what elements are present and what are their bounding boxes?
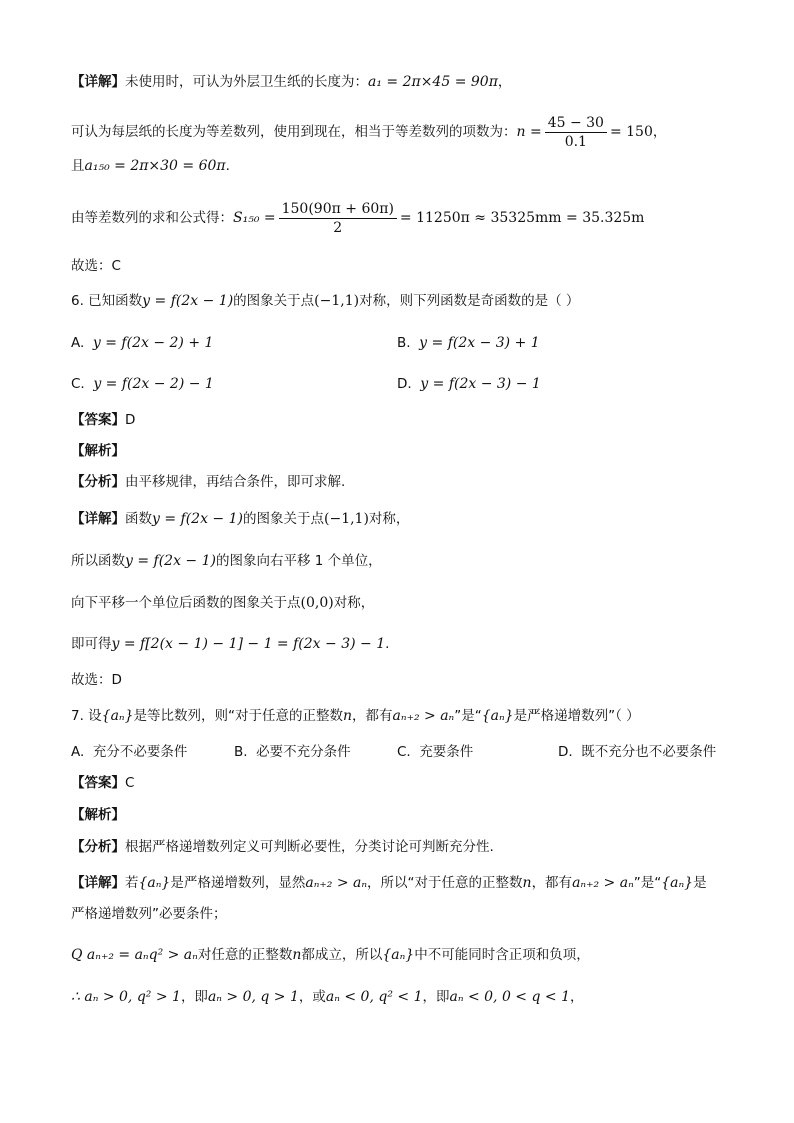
analysis-tag: 【解析】 [71, 443, 125, 459]
q6-option-b [397, 333, 540, 353]
fraction [545, 114, 607, 151]
formula-lhs: n = [516, 124, 542, 140]
q6-choose: 故选：D [71, 672, 122, 688]
q6-option-d [397, 374, 541, 394]
q7-detail-line-1 [71, 873, 754, 893]
q6-option-a [71, 333, 213, 353]
formula: (−1,1) [314, 293, 360, 309]
q6-analysis-tag [71, 441, 754, 461]
detail-tag: 【详解】 [71, 74, 125, 90]
text: 由平移规律，再结合条件，即可求解. [125, 474, 346, 490]
formula: (0,0) [300, 595, 334, 611]
option-label: D. [558, 744, 573, 760]
text: 未使用时，可认为外层卫生纸的长度为： [125, 74, 368, 90]
option-label: A. [71, 335, 85, 351]
text: 7. 设 [71, 708, 102, 724]
formula: a₁ = 2π×45 = 90π [368, 74, 498, 90]
text: 即可得 [71, 636, 112, 652]
q6-detail-line-4 [71, 634, 754, 654]
text: 根据严格递增数列定义可判断必要性，分类讨论可判断充分性. [125, 839, 494, 855]
text: 函数 [125, 511, 152, 527]
formula: {aₙ} [661, 875, 694, 891]
option-text: 必要不充分条件 [256, 744, 351, 760]
answer-value: D [125, 412, 136, 428]
q6-stem [71, 291, 754, 311]
fraction [279, 200, 397, 237]
detail-tag: 【详解】 [71, 875, 125, 891]
formula: aₙ₊₂ > aₙ [572, 875, 634, 891]
answer-tag: 【答案】 [71, 775, 125, 791]
text: ”是“ [633, 875, 662, 891]
text: 所以函数 [71, 553, 125, 569]
denominator: 2 [333, 219, 343, 236]
text: ，都有 [352, 708, 393, 724]
formula: aₙ < 0, 0 < q < 1 [449, 989, 570, 1005]
formula: n [522, 875, 532, 891]
text: 向下平移一个单位后函数的图象关于点 [71, 595, 301, 611]
option-formula: y = f(2x − 2) + 1 [92, 335, 214, 351]
formula: y = f[2(x − 1) − 1] − 1 = f(2x − 3) − 1 [111, 636, 386, 652]
p5-choose: 故选：C [71, 258, 121, 274]
numerator: 45 − 30 [545, 114, 607, 133]
q7-option-c [397, 742, 473, 762]
q7-answer [71, 773, 754, 793]
answer-tag: 【答案】 [71, 412, 125, 428]
q6-detail-line-3 [71, 593, 754, 613]
denominator: 0.1 [564, 133, 587, 150]
formula: n [343, 708, 353, 724]
text: 若 [125, 875, 139, 891]
formula: (−1,1) [324, 511, 369, 527]
formula: {aₙ} [382, 947, 415, 963]
q7-option-d [558, 742, 716, 762]
option-text: 充要条件 [419, 744, 474, 760]
formula: {aₙ} [101, 708, 134, 724]
text: 6. 已知函数 [71, 293, 143, 309]
text: ，都有 [531, 875, 573, 891]
p5-detail-line-2 [71, 112, 754, 152]
option-formula: y = f(2x − 3) − 1 [420, 376, 541, 392]
text: 对称，则下列函数是奇函数的是（ ） [359, 293, 580, 309]
q7-option-b [234, 742, 351, 762]
option-formula: y = f(2x − 3) + 1 [419, 335, 540, 351]
option-label: C. [397, 744, 411, 760]
formula: y = f(2x − 1) [152, 511, 243, 527]
formula: aₙ₊₂ > aₙ [392, 708, 455, 724]
text: ， [569, 989, 584, 1005]
q7-detail-line-3 [71, 945, 754, 965]
fenxi-tag: 【分析】 [71, 839, 125, 855]
formula-rhs: = 150 [609, 124, 653, 140]
formula: n [292, 947, 302, 963]
p5-detail-line-3 [71, 156, 754, 176]
text: 是 [693, 875, 707, 891]
text: 对称， [368, 511, 410, 527]
formula: {aₙ} [481, 708, 514, 724]
option-text: 充分不必要条件 [92, 744, 188, 760]
text: 是等比数列，则“对于任意的正整数 [133, 708, 344, 724]
text: ，即 [422, 989, 450, 1005]
fenxi-tag: 【分析】 [71, 474, 125, 490]
q7-analysis-tag [71, 805, 754, 825]
option-label: C. [71, 376, 85, 392]
text: 中不可能同时含正项和负项， [414, 947, 590, 963]
q6-option-c [71, 374, 214, 394]
text: 对任意的正整数 [197, 947, 293, 963]
p5-detail-line-4 [71, 198, 754, 238]
text: . [385, 636, 390, 652]
q6-detail-line-2 [71, 551, 754, 571]
q7-option-a [71, 742, 187, 762]
text: 对称， [333, 595, 375, 611]
formula-rhs: = 11250π ≈ 35325mm = 35.325m [399, 210, 645, 226]
punct: ， [652, 124, 667, 140]
punct: . [225, 158, 230, 174]
formula: Q aₙ₊₂ = aₙq² > aₙ [71, 947, 198, 963]
formula: a₁₅₀ = 2π×30 = 60π [84, 158, 226, 174]
text: 由等差数列的求和公式得： [71, 210, 233, 226]
option-label: A. [71, 744, 85, 760]
q6-fenxi [71, 472, 754, 492]
punct: ， [497, 74, 512, 90]
option-label: B. [397, 335, 411, 351]
formula: {aₙ} [138, 875, 171, 891]
formula: y = f(2x − 1) [125, 553, 216, 569]
text: 且 [71, 158, 85, 174]
text: 的图象向右平移 1 个单位， [216, 553, 382, 569]
option-label: D. [397, 376, 412, 392]
text: 是严格递增数列”（ ） [513, 708, 640, 724]
answer-value: C [125, 775, 135, 791]
q7-stem [71, 706, 754, 726]
p5-detail-line-1 [71, 72, 754, 92]
formula: aₙ > 0, q > 1 [207, 989, 299, 1005]
formula: ∴ aₙ > 0, q² > 1 [71, 989, 181, 1005]
formula: aₙ₊₂ > aₙ [305, 875, 368, 891]
text: 的图象关于点 [243, 511, 324, 527]
option-formula: y = f(2x − 2) − 1 [93, 376, 214, 392]
formula: y = f(2x − 1) [142, 293, 234, 309]
q6-answer [71, 410, 754, 430]
text: ，即 [180, 989, 208, 1005]
text: 可认为每层纸的长度为等差数列，使用到现在，相当于等差数列的项数为： [71, 124, 517, 140]
analysis-tag: 【解析】 [71, 807, 125, 823]
formula-lhs: S₁₅₀ = [233, 210, 276, 226]
text: 都成立，所以 [301, 947, 383, 963]
q7-fenxi [71, 837, 754, 857]
q6-detail-line-1 [71, 509, 754, 529]
detail-tag: 【详解】 [71, 511, 125, 527]
text: ，所以“对于任意的正整数 [367, 875, 523, 891]
q7-detail-line-2: 严格递增数列”必要条件； [71, 906, 227, 922]
numerator: 150(90π + 60π) [279, 200, 397, 219]
formula: aₙ < 0, q² < 1 [325, 989, 423, 1005]
option-label: B. [234, 744, 248, 760]
text: ”是“ [454, 708, 482, 724]
text: 的图象关于点 [233, 293, 315, 309]
option-text: 既不充分也不必要条件 [581, 744, 717, 760]
text: ，或 [298, 989, 326, 1005]
q7-detail-line-4 [71, 987, 754, 1007]
text: 是严格递增数列，显然 [170, 875, 306, 891]
